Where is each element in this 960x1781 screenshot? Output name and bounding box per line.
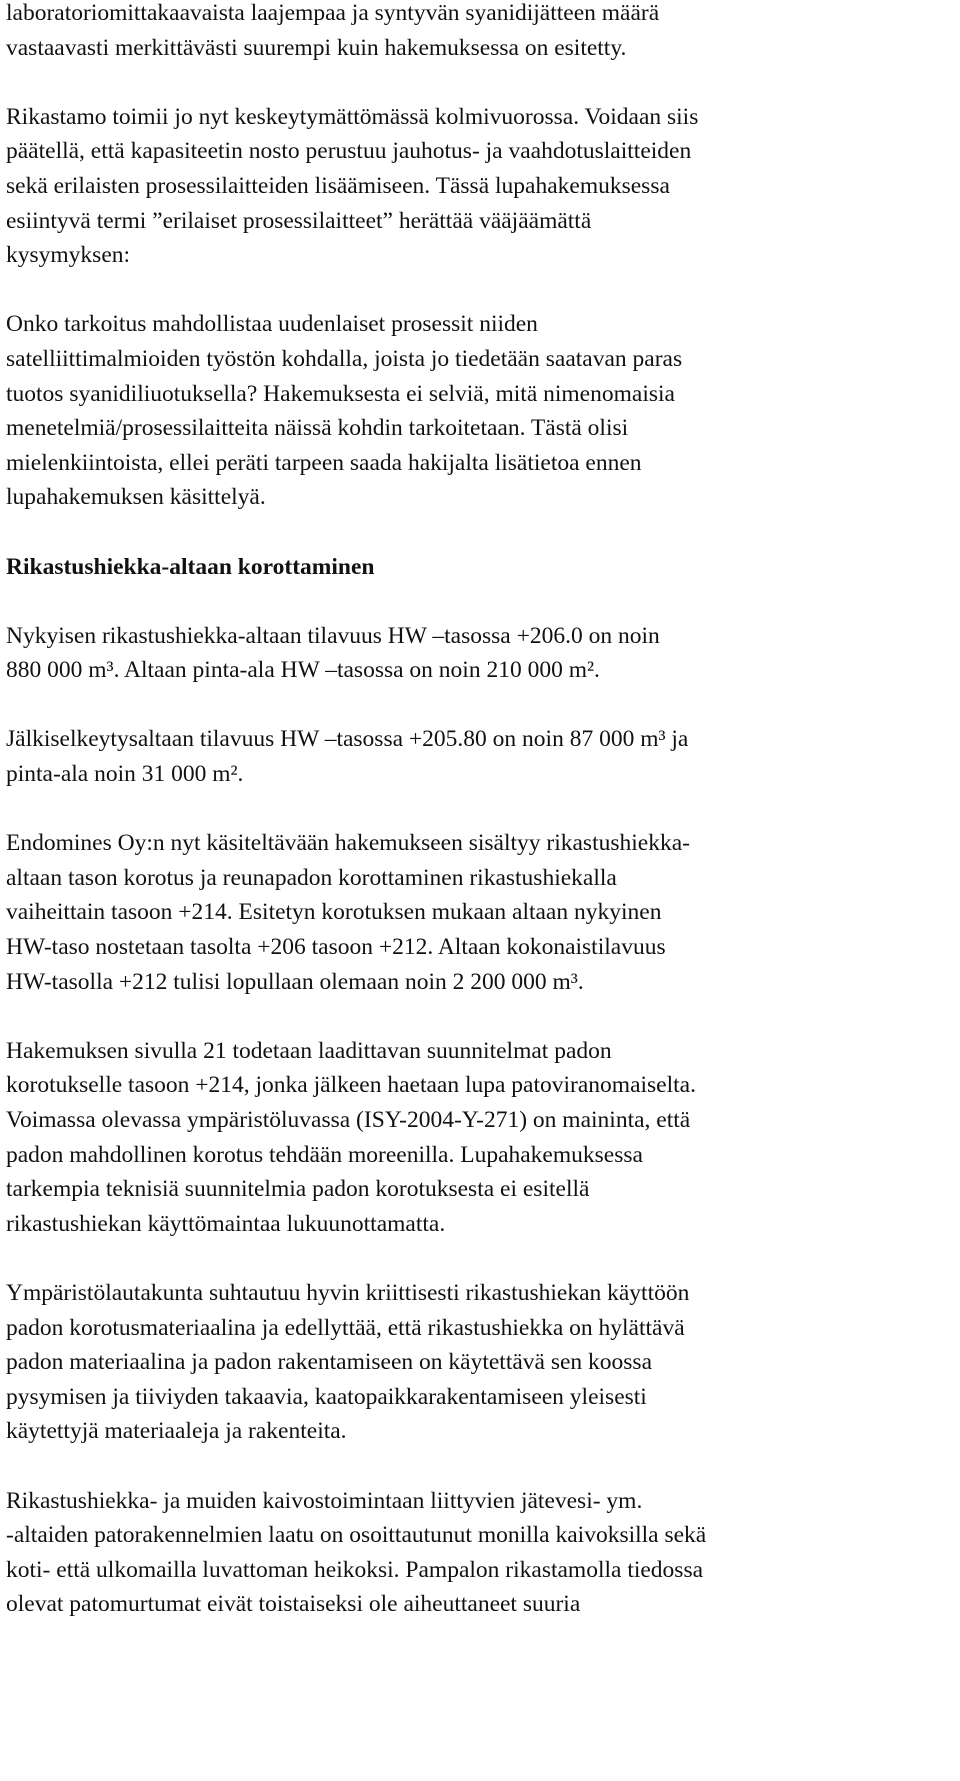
text-line: tuotos syanidiliuotuksella? Hakemuksesta ei selviä, mitä nimenomaisia	[6, 380, 675, 407]
text-line: korotukselle tasoon +214, jonka jälkeen haetaan lupa patoviranomaiselta.	[6, 1072, 696, 1099]
text-line: padon materiaalina ja padon rakentamiseen on käytettävä sen koossa	[6, 1349, 653, 1376]
text-line: padon korotusmateriaalina ja edellyttää, että rikastushiekka on hylättävä	[6, 1314, 685, 1341]
paragraph-question	[6, 307, 930, 515]
paragraph-dam-plans	[6, 1034, 930, 1242]
text-line: mielenkiintoista, ellei peräti tarpeen saada hakijalta lisätietoa ennen	[6, 449, 642, 476]
text-line: kysymyksen:	[6, 242, 131, 269]
text-line: tarkempia teknisiä suunnitelmia padon korotuksesta ei esitellä	[6, 1176, 590, 1203]
text-line: altaan tason korotus ja reunapadon korottaminen rikastushiekalla	[6, 864, 617, 891]
paragraph-clarification-basin	[6, 722, 930, 791]
paragraph-committee-position	[6, 1276, 930, 1449]
paragraph-capacity-increase	[6, 100, 930, 273]
text-line: olevat patomurtumat eivät toistaiseksi ole aiheuttaneet suuria	[6, 1591, 581, 1618]
text-line: lupahakemuksen käsittelyä.	[6, 484, 266, 511]
text-line: esiintyvä termi ”erilaiset prosessilaitteet” herättää vääjäämättä	[6, 207, 592, 234]
text-line: Onko tarkoitus mahdollistaa uudenlaiset prosessit niiden	[6, 311, 538, 338]
text-line: Endomines Oy:n nyt käsiteltävään hakemukseen sisältyy rikastushiekka-	[6, 830, 690, 857]
text-line: Voimassa olevassa ympäristöluvassa (ISY-2004-Y-271) on maininta, että	[6, 1107, 691, 1133]
text-line: pysymisen ja tiiviyden takaavia, kaatopaikkarakentamiseen yleisesti	[6, 1383, 647, 1410]
text-line: Rikastushiekka- ja muiden kaivostoimintaan liittyvien jätevesi- ym.	[6, 1487, 643, 1514]
text-line: sekä erilaisten prosessilaitteiden lisäämiseen. Tässä lupahakemuksessa	[6, 172, 670, 199]
paragraph-tailings-volume	[6, 619, 930, 688]
paragraph-endomines-application	[6, 826, 930, 999]
text-line: vastaavasti merkittävästi suurempi kuin hakemuksessa on esitetty.	[6, 34, 627, 61]
text-line: menetelmiä/prosessilaitteita näissä kohdin tarkoitetaan. Tästä olisi	[6, 415, 629, 442]
text-line: koti- että ulkomailla luvattoman heikoksi. Pampalon rikastamolla tiedossa	[6, 1556, 704, 1583]
text-line: päätellä, että kapasiteetin nosto perustuu jauhotus- ja vaahdotuslaitteiden	[6, 138, 692, 165]
text-line: satelliittimalmioiden työstön kohdalla, joista jo tiedetään saatavan paras	[6, 345, 683, 372]
text-line: Ympäristölautakunta suhtautuu hyvin kriittisesti rikastushiekan käyttöön	[6, 1279, 690, 1306]
text-line: Nykyisen rikastushiekka-altaan tilavuus HW –tasossa +206.0 on noin	[6, 622, 660, 649]
text-line: HW-taso nostetaan tasolta +206 tasoon +212. Altaan kokonaistilavuus	[6, 934, 666, 961]
text-line: padon mahdollinen korotus tehdään moreenilla. Lupahakemuksessa	[6, 1141, 643, 1168]
text-line: Hakemuksen sivulla 21 todetaan laadittavan suunnitelmat padon	[6, 1037, 612, 1064]
text-line: Jälkiselkeytysaltaan tilavuus HW –tasossa +205.80 on noin 87 000 m³ ja	[6, 726, 689, 753]
text-line: 880 000 m³. Altaan pinta-ala HW –tasossa on noin 210 000 m².	[6, 657, 600, 684]
text-line: pinta-ala noin 31 000 m².	[6, 761, 244, 788]
paragraph-dam-quality	[6, 1484, 930, 1622]
text-line: vaiheittain tasoon +214. Esitetyn korotuksen mukaan altaan nykyinen	[6, 899, 662, 926]
text-line: käytettyjä materiaaleja ja rakenteita.	[6, 1418, 347, 1445]
section-heading	[6, 550, 930, 585]
text-line: rikastushiekan käyttömaintaa lukuunottamatta.	[6, 1210, 446, 1237]
text-line: -altaiden patorakennelmien laatu on osoittautunut monilla kaivoksilla sekä	[6, 1522, 707, 1549]
text-line: HW-tasolla +212 tulisi lopullaan olemaan noin 2 200 000 m³.	[6, 968, 584, 995]
section-heading-text: Rikastushiekka-altaan korottaminen	[6, 553, 375, 580]
text-line: Rikastamo toimii jo nyt keskeytymättömässä kolmivuorossa. Voidaan siis	[6, 103, 699, 130]
text-line: laboratoriomittakaavaista laajempaa ja syntyvän syanidijätteen määrä	[6, 0, 660, 26]
paragraph-cyanide-waste	[6, 0, 930, 65]
